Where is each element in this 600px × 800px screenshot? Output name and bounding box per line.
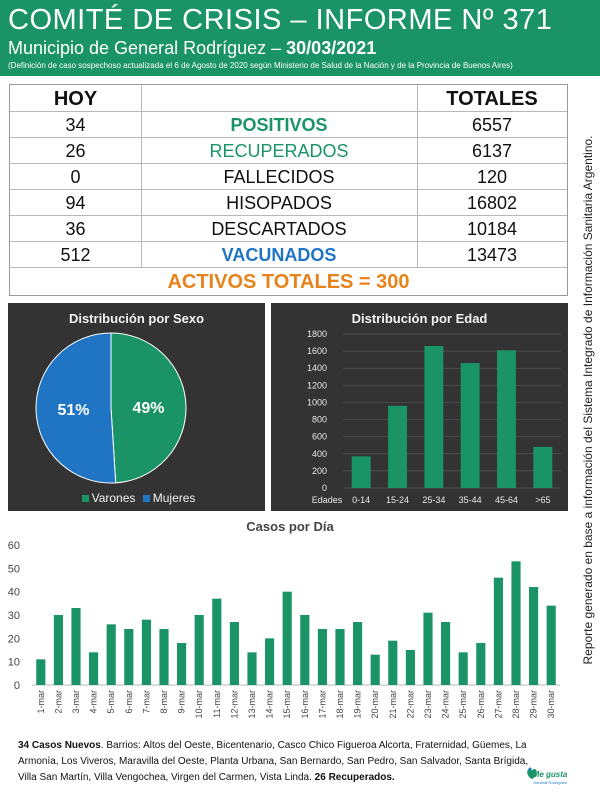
daily-bar bbox=[511, 561, 520, 685]
daily-bar bbox=[159, 629, 168, 685]
daily-bar bbox=[547, 606, 556, 685]
stat-total-value: 6557 bbox=[471, 115, 513, 135]
daily-xtick-label: 18-mar bbox=[335, 690, 345, 719]
daily-bar bbox=[353, 622, 362, 685]
sex-chart-title: Distribución por Sexo bbox=[68, 311, 205, 326]
daily-bar bbox=[124, 629, 133, 685]
daily-bar bbox=[177, 643, 186, 685]
daily-xtick-label: 27-mar bbox=[493, 690, 504, 719]
daily-xtick-label: 11-mar bbox=[211, 690, 222, 718]
daily-ytick-label: 20 bbox=[7, 633, 20, 646]
age-ytick-label: 400 bbox=[311, 448, 327, 459]
logo-subtext: General Rodríguez bbox=[533, 780, 567, 785]
daily-bar bbox=[388, 641, 397, 685]
age-distribution-panel bbox=[271, 303, 568, 511]
daily-xtick-label: 23-mar bbox=[423, 690, 433, 719]
daily-xtick-label: 29-mar bbox=[528, 690, 539, 719]
age-xtick-label: 45-64 bbox=[494, 495, 519, 505]
daily-xtick-label: 25-mar bbox=[458, 690, 469, 719]
daily-xtick-label: 10-mar bbox=[194, 690, 205, 719]
age-ytick-label: 0 bbox=[321, 483, 327, 493]
report-title: COMITÉ DE CRISIS – INFORME Nº 371 bbox=[8, 4, 553, 36]
age-ytick-label: 1400 bbox=[306, 363, 327, 374]
daily-xtick-label: 6-mar bbox=[123, 690, 134, 714]
daily-xtick-label: 26-mar bbox=[475, 690, 486, 719]
daily-xtick-label: 21-mar bbox=[387, 690, 398, 719]
daily-bar bbox=[406, 650, 415, 685]
stat-label: DESCARTADOS bbox=[211, 219, 347, 239]
pie-data-label: 51% bbox=[57, 402, 90, 420]
header-hoy: HOY bbox=[53, 88, 98, 110]
daily-bar bbox=[494, 578, 503, 685]
daily-xtick-label: 1-mar bbox=[35, 690, 46, 714]
daily-bar bbox=[212, 599, 221, 685]
daily-xtick-label: 24-mar bbox=[440, 690, 451, 719]
daily-xtick-label: 9-mar bbox=[176, 690, 187, 714]
age-bar bbox=[497, 350, 516, 488]
age-bar-chart bbox=[271, 303, 568, 511]
daily-bar bbox=[195, 615, 204, 685]
daily-bar bbox=[36, 659, 45, 685]
stat-label: RECUPERADOS bbox=[209, 141, 349, 161]
stat-today-value: 26 bbox=[65, 141, 86, 161]
subtitle-municipality: Municipio de General Rodríguez – bbox=[8, 38, 287, 58]
daily-xtick-label: 22-mar bbox=[405, 690, 416, 719]
stat-total-value: 120 bbox=[476, 167, 508, 187]
age-xtick-label: >65 bbox=[535, 495, 551, 505]
stat-today-value: 0 bbox=[70, 167, 81, 187]
daily-xtick-label: 15-mar bbox=[282, 690, 293, 719]
daily-xtick-label: 2-mar bbox=[53, 690, 64, 714]
legend-swatch-varones bbox=[82, 495, 89, 502]
legend-label-mujeres: Mujeres bbox=[152, 491, 196, 505]
daily-ytick-label: 10 bbox=[7, 656, 20, 669]
age-ytick-label: 800 bbox=[311, 414, 327, 425]
age-bar bbox=[424, 346, 443, 488]
daily-chart-title: Casos por Día bbox=[246, 519, 334, 534]
legend-swatch-mujeres bbox=[143, 495, 150, 502]
stat-today-value: 36 bbox=[65, 219, 86, 239]
daily-ytick-label: 40 bbox=[7, 586, 20, 599]
daily-bar bbox=[230, 622, 239, 685]
age-chart-title: Distribución por Edad bbox=[351, 311, 488, 326]
daily-bar bbox=[318, 629, 327, 685]
daily-ytick-label: 0 bbox=[13, 680, 20, 692]
age-bar bbox=[533, 447, 552, 488]
daily-xtick-label: 14-mar bbox=[264, 690, 275, 719]
daily-xtick-label: 7-mar bbox=[141, 690, 152, 714]
daily-bar bbox=[265, 638, 274, 685]
daily-bar bbox=[441, 622, 450, 685]
daily-xtick-label: 3-mar bbox=[71, 690, 81, 714]
age-ytick-label: 600 bbox=[311, 431, 327, 442]
daily-xtick-label: 12-mar bbox=[229, 690, 240, 719]
daily-cases-chart bbox=[0, 530, 570, 735]
daily-xtick-label: 28-mar bbox=[511, 690, 521, 719]
daily-bar bbox=[107, 624, 116, 685]
daily-bar bbox=[142, 620, 151, 685]
daily-xtick-label: 19-mar bbox=[352, 690, 363, 719]
header-totales: TOTALES bbox=[446, 88, 538, 110]
stat-total-value: 6137 bbox=[471, 141, 513, 161]
sex-distribution-panel bbox=[8, 303, 265, 511]
source-note: Reporte generado en base a información del Sistema Integrado de Información Sanitaria Argentino. bbox=[581, 135, 595, 665]
age-bar bbox=[461, 363, 480, 488]
stats-table bbox=[9, 84, 568, 296]
stat-label: HISOPADOS bbox=[226, 193, 332, 213]
legend-label-varones: Varones bbox=[91, 491, 136, 505]
footer-recovered: 26 Recuperados. bbox=[314, 772, 395, 783]
footer-new-cases: 34 Casos Nuevos bbox=[18, 740, 101, 751]
stat-total-value: 13473 bbox=[466, 245, 518, 265]
daily-bar bbox=[300, 615, 309, 685]
age-ytick-label: 1200 bbox=[306, 380, 327, 391]
stat-total-value: 10184 bbox=[466, 219, 518, 239]
age-ytick-label: 1600 bbox=[306, 346, 327, 357]
sex-pie-chart bbox=[8, 303, 265, 511]
stat-label: FALLECIDOS bbox=[223, 167, 335, 187]
daily-xtick-label: 30-mar bbox=[546, 690, 557, 719]
stat-label: VACUNADOS bbox=[221, 245, 337, 265]
pie-data-label: 49% bbox=[132, 399, 165, 417]
daily-ytick-label: 50 bbox=[7, 563, 20, 576]
stat-today-value: 94 bbox=[65, 193, 86, 213]
me-gusta-logo bbox=[524, 765, 584, 797]
footer-summary bbox=[18, 738, 533, 786]
stat-label: POSITIVOS bbox=[230, 115, 328, 135]
age-ytick-label: 1800 bbox=[306, 329, 327, 339]
daily-bar bbox=[459, 652, 468, 685]
logo-text: Me gusta bbox=[532, 770, 568, 779]
report-date: 30/03/2021 bbox=[286, 38, 377, 58]
daily-bar bbox=[476, 643, 485, 685]
daily-bar bbox=[71, 608, 80, 685]
daily-xtick-label: 20-mar bbox=[370, 690, 381, 719]
sex-legend bbox=[8, 491, 265, 505]
daily-xtick-label: 16-mar bbox=[299, 690, 310, 719]
daily-xtick-label: 5-mar bbox=[106, 690, 117, 714]
daily-xtick-label: 13-mar bbox=[247, 690, 257, 719]
age-ytick-label: 1000 bbox=[306, 397, 327, 408]
daily-xtick-label: 17-mar bbox=[317, 690, 328, 719]
daily-bar bbox=[335, 629, 344, 685]
stat-today-value: 34 bbox=[65, 115, 86, 135]
age-xtick-label: 35-44 bbox=[458, 495, 482, 505]
daily-xtick-label: 8-mar bbox=[159, 690, 169, 714]
stat-total-value: 16802 bbox=[466, 193, 518, 213]
footer-barrios: . Barrios: Altos del Oeste, Bicentenario, Casco Chico Figueroa Alcorta, Fraternidad, Güemes, La Armonía, Los Viveros, Maravilla del Oeste, Planta Urbana, San Bernardo, San Pedro, San Salvador, Santa Brígida, Villa San Martín, Villa Vengochea, Virgen del Carmen, Vista Linda. bbox=[18, 740, 529, 783]
age-xtick-label: 15-24 bbox=[385, 495, 410, 505]
definition-note: (Definición de caso sospechoso actualizada el 6 de Agosto de 2020 según Ministerio de Salud de la Nación y de la Provincia de Buenos Aires) bbox=[8, 61, 513, 70]
stat-today-value: 512 bbox=[60, 245, 91, 265]
daily-xtick-label: 4-mar bbox=[88, 690, 99, 714]
report-subtitle bbox=[8, 38, 376, 59]
daily-bar bbox=[89, 652, 98, 685]
daily-bar bbox=[247, 652, 256, 685]
age-xtick-label: 25-34 bbox=[422, 495, 446, 505]
age-bar bbox=[388, 406, 407, 488]
daily-bar bbox=[283, 592, 292, 685]
age-xaxis-label: Edades bbox=[311, 495, 343, 505]
age-xtick-label: 0-14 bbox=[352, 495, 371, 505]
daily-bar bbox=[54, 615, 63, 685]
age-ytick-label: 200 bbox=[311, 465, 327, 476]
daily-ytick-label: 30 bbox=[7, 610, 20, 622]
activos-total: ACTIVOS TOTALES = 300 bbox=[167, 271, 410, 293]
header-banner bbox=[0, 0, 600, 76]
daily-bar bbox=[371, 655, 380, 685]
daily-bar bbox=[529, 587, 538, 685]
daily-bar bbox=[423, 613, 432, 685]
age-bar bbox=[352, 456, 371, 488]
daily-ytick-label: 60 bbox=[7, 540, 20, 552]
